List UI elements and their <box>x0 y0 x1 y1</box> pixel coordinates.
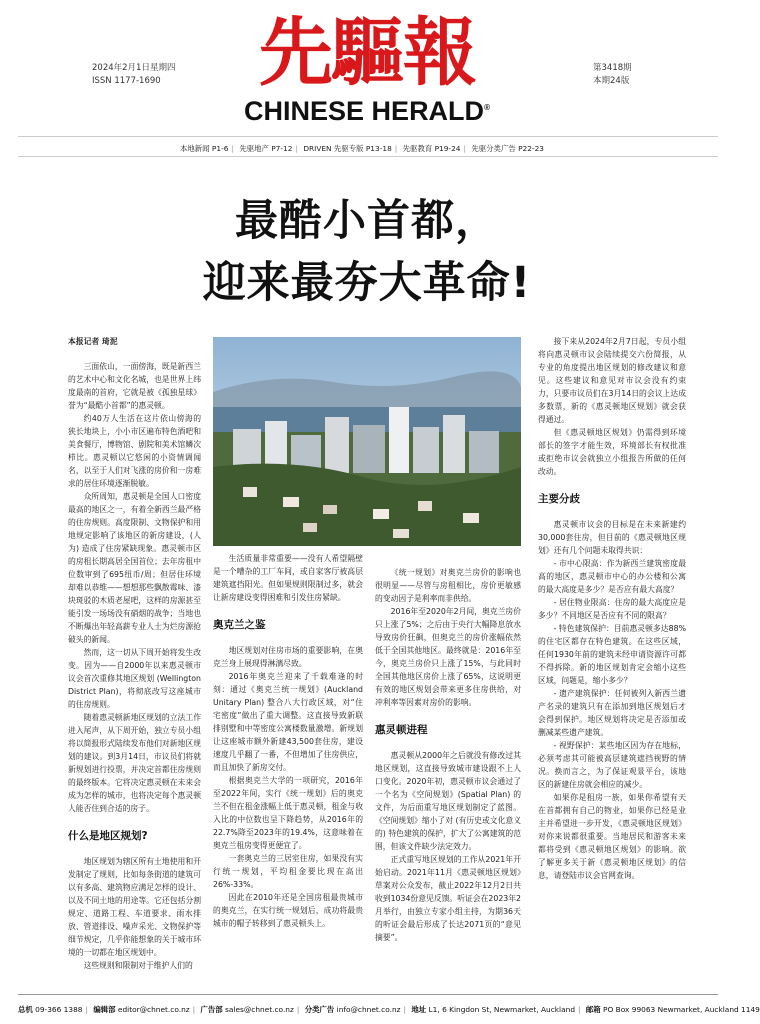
footer-label: 编辑部 <box>93 1005 116 1014</box>
subheading: 什么是地区规划? <box>68 830 148 842</box>
issue-number: 第3418期 <box>593 63 632 73</box>
po-box-address: PO Box 99063 Newmarket, Auckland 1149 <box>603 1005 760 1014</box>
page-count: 本期24版 <box>593 76 630 86</box>
top-rule <box>18 136 718 137</box>
paragraph: - 视野保护：某些地区因为存在地标，必须考虑其可能被高层建筑遮挡视野的情况。换而言之，为了保证观景平台，该地区的新建住房就会相应的减少。 <box>538 741 686 789</box>
footer-label: 邮箱 <box>585 1005 601 1014</box>
footer-contacts: 总机 09-366 1388 | 编辑部 editor@chnet.co.nz | 广告部 sales@chnet.co.nz | 分类广告 info@chnet.co.nz | 地址 L1, 6 Kingdon St, Newmarket, Auckland | 邮箱 PO Box 99063 Newmarket, Auckland 1149 <box>18 1005 760 1014</box>
masthead-left <box>92 62 175 88</box>
paragraph: - 市中心限高：作为新西兰建筑密度最高的地区，惠灵顿市中心的办公楼和公寓的最大高度是多少？是否应有最大高度？ <box>538 559 686 594</box>
paragraph: 因此在2010年还是全国房租最贵城市的奥克兰，在实行统一规划后，成功将最贵城市的帽子转移到了惠灵顿头上。 <box>213 893 363 928</box>
paragraph: 正式重写地区规划的工作从2021年开始启动。2021年11月《惠灵顿地区规划》草案对公众发布，截止2022年12月2日共收到1034份意见反馈。听证会在2023年2月举行，由独立专家小组主持，为期36天的听证会最后形成了长达2071页的“意见摘要”。 <box>375 855 522 942</box>
photo-illustration <box>213 337 521 546</box>
section-index: 本地新闻 P1-6 | 先驱地产 P7-12 | DRIVEN 先驱专版 P13-18 | 先驱教育 P19-24 | 先驱分类广告 P22-23 <box>180 144 545 153</box>
article-column-2 <box>213 552 363 930</box>
section-link-driven[interactable]: DRIVEN 先驱专版 P13-18 <box>303 144 392 153</box>
paragraph: 这些规则和限制对于维护人们的 <box>83 961 193 970</box>
issn: ISSN 1177-1690 <box>92 76 161 86</box>
paragraph: 2016年至2020年2月间，奥克兰房价只上涨了5%；之后由于央行大幅降息放水导致房价狂飙，但奥克兰的房价涨幅依然低于全国其他地区。最终就是：2016年至今，奥克兰房价只上涨了15%，与此同时全国其他地区房价上涨了65%，这说明更有效的地区规划会带来更多住房供给，对冲利率等因素对房价的影响。 <box>375 607 522 707</box>
section-link-education[interactable]: 先驱教育 P19-24 <box>402 144 461 153</box>
subheading: 惠灵顿进程 <box>375 724 428 736</box>
paragraph: 根据奥克兰大学的一项研究，2016年至2022年间，实行《统一规划》后的奥克兰不但在租金涨幅上低于惠灵顿，租金与收入比的中位数也呈下降趋势，从2016年的22.7%降至2023年的19.4%，这意味着在奥克兰租房变得更便宜了。 <box>213 776 363 850</box>
footer-label: 广告部 <box>200 1005 223 1014</box>
section-link-local[interactable]: 本地新闻 P1-6 <box>180 144 229 153</box>
paragraph: 随着惠灵顿新地区规划的立法工作进入尾声，从下周开始，独立专员小组将以简报形式陆续发布他们对新地区规划的建议。到3月14日，市议员们将就新规划进行投票，并决定首都住房规则的最终版本。它将决定惠灵顿在未来会成为怎样的城市，也将决定每个惠灵顿人能否住到合适的房子。 <box>68 713 201 813</box>
street-address: L1, 6 Kingdon St, Newmarket, Auckland <box>428 1005 576 1014</box>
paragraph: 地区规划对住房市场的重要影响，在奥克兰身上展现得淋漓尽致。 <box>213 646 363 668</box>
article-column-3 <box>375 566 521 944</box>
headline-line-2: 迎来最夯大革命! <box>202 258 532 308</box>
paragraph: 众所周知，惠灵顿是全国人口密度最高的地区之一，有着全新西兰最严格的住房规则。高度限制、文物保护和用地规定影响了该地区的新房建设，(人为) 造成了住房紧缺现象。惠灵顿市区的房租长期高居全国首位；去年房租中位数审到了695纽币/周；但居住环境却难以恭维——想想那些飘散霉味、漆块斑驳的木质老屋吧，这样的房源甚至能引发一场场没有硝烟的战争；当地也不断爆出年轻高薪专业人士为烂房源抢破头的新闻。 <box>68 492 201 644</box>
section-link-classifieds[interactable]: 先驱分类广告 P22-23 <box>471 144 545 153</box>
paragraph: 生活质量非常重要——没有人希望隔壁是一个嘈杂的工厂车间，或自家客厅被高层建筑遮挡阳光。但如果规则限制过多，就会让新房建设变得困难和引发住房紧缺。 <box>213 554 363 602</box>
footer-rule <box>18 994 718 995</box>
headline <box>120 190 614 314</box>
paragraph: - 特色建筑保护：目前惠灵顿多达88%的住宅区都存在特色建筑。在这些区域，任何1930年前的建筑未经申请资源许可都不得拆除。新的地区规划肯定会缩小这些区域，问题是，缩小多少？ <box>538 624 686 685</box>
footer-label: 地址 <box>411 1005 427 1014</box>
registered-mark: ® <box>484 103 490 112</box>
footer-label: 分类广告 <box>304 1005 335 1014</box>
paragraph: 接下来从2024年2月7日起，专员小组将向惠灵顿市议会陆续提交六份简报，从专业的角度提出地区规划的修改建议和意见。这些建议和意见对市议会没有约束力，只要市议员们在3月14日的会议上达成多数票，新的《惠灵顿地区规划》就会获得通过。 <box>538 337 686 424</box>
section-rule <box>18 156 718 157</box>
paragraph: - 遗产建筑保护：任何被列入新西兰遗产名录的建筑只有在添加到地区规划后才会得到保护。地区规划将决定是否添加或删减某些遗产建筑。 <box>538 689 686 737</box>
paragraph: 约40万人生活在这片依山傍海的狭长地块上，小小市区遍布特色酒吧和美食餐厅，博物馆、剧院和美术馆鳞次栉比。惠灵顿以它悠闲的小资情调闻名，以至于人们对飞涨的房价和一房难求的居住环境逐渐脱敏。 <box>68 414 201 488</box>
logo-english[interactable] <box>224 96 510 127</box>
paragraph: 地区规划为辖区所有土地使用和开发制定了规则，比如每条街道的建筑可以有多高、建筑物应满足怎样的设计、以及不同土地的用途等。它还包括分割规定、道路工程、车道要求、雨水排放、管道排设、噪声采光、文物保护等细节规定，几乎你能想象的关于城市环境的一切都在地区规划中。 <box>68 857 201 957</box>
paragraph: - 居住物业限高：住房的最大高度应是多少？不同地区是否应有不同的限高？ <box>538 598 686 620</box>
subheading: 奥克兰之鉴 <box>213 619 266 631</box>
headline-line-1: 最酷小首都， <box>235 196 499 246</box>
paragraph: 三面依山，一面傍海，既是新西兰的艺术中心和文化名城，也是世界上纬度最南的首府，它就是被《孤独星球》誉为“最酷小首都”的惠灵顿。 <box>68 362 201 410</box>
paragraph: 惠灵顿市议会的目标是在未来新建约30,000套住房，但目前的《惠灵顿地区规划》还有几个问题未取得共识： <box>538 520 686 555</box>
masthead-right <box>593 62 632 88</box>
article-column-4 <box>538 335 686 882</box>
paragraph: 如果你是租房一族，如果你希望有天在首都拥有自己的物业，如果你已经是业主并希望进一步开发，《惠灵顿地区规划》对你来说都很重要。当地居民和游客未来都将受到《惠灵顿地区规划》的影响。欲了解更多关于新《惠灵顿地区规划》的信息，请登陆市议会官网查询。 <box>538 793 686 880</box>
paragraph: 《统一规划》对奥克兰房价的影响也很明显——尽管与房租相比，房价更敏感的变动因子是利率而非供给。 <box>375 568 521 603</box>
wellington-city-photo <box>213 337 521 546</box>
logo-english-text: CHINESE HERALD <box>244 96 485 126</box>
article-column-1 <box>68 335 201 972</box>
byline: 本报记者 琦泥 <box>68 337 118 346</box>
paragraph: 2016年奥克兰迎来了千载难逢的时刻：通过《奥克兰统一规划》(Auckland Unitary Plan) 整合八大行政区域，对“住宅密度”做出了重大调整。这直接导致新联排别墅和中等密度公寓楼数量激增。新规划让这座城市额外新建43,500套住房，建设速度几乎翻了一番，不但增加了住房供应，而且加快了新房交付。 <box>213 672 363 772</box>
subheading: 主要分歧 <box>538 493 580 505</box>
logo-chinese[interactable]: 先驅報 <box>259 10 475 96</box>
section-link-property[interactable]: 先驱地产 P7-12 <box>239 144 293 153</box>
paragraph: 然而，这一切从下周开始将发生改变。因为——自2000年以来惠灵顿市议会首次重修其地区规划 (Wellington District Plan)，将彻底改写这座城市的住房规则。 <box>68 648 201 709</box>
paragraph: 惠灵顿从2000年之后就没有修改过其地区规划，这直接导致城市建设跟不上人口变化。2020年初，惠灵顿市议会通过了一个名为《空间规划》(Spatial Plan) 的文件，为后面重写地区规划制定了蓝图。《空间规划》缩小了对 (有历史或文化意义的) 特色建筑的保护，扩大了公寓建筑的范围，但该文件缺少法定效力。 <box>375 751 521 851</box>
editor-email-link[interactable]: editor@chnet.co.nz <box>117 1005 190 1014</box>
issue-date: 2024年2月1日星期四 <box>92 63 176 73</box>
paragraph: 但《惠灵顿地区规划》仍需得到环境部长的签字才能生效，环境部长有权批准或拒绝市议会就独立小组报告所做的任何改动。 <box>538 428 686 476</box>
paragraph: 一套奥克兰的三居室住房，如果没有实行统一规划，平均租金要比现在高出26%-33%。 <box>213 854 363 889</box>
footer-label: 总机 <box>18 1005 33 1014</box>
sales-email-link[interactable]: sales@chnet.co.nz <box>225 1005 294 1014</box>
phone-number[interactable]: 09-366 1388 <box>35 1005 83 1014</box>
info-email-link[interactable]: info@chnet.co.nz <box>336 1005 401 1014</box>
